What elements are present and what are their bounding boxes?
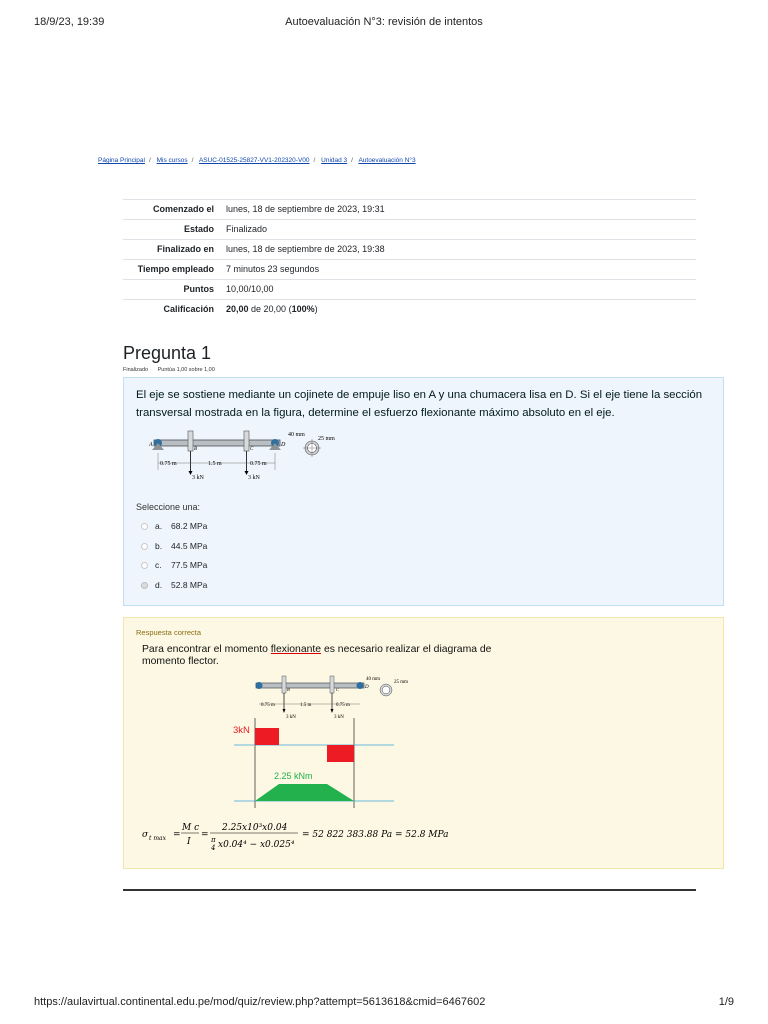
option-d-radio[interactable] xyxy=(141,582,148,589)
summary-row-state xyxy=(123,220,696,240)
formula-frac2-num: 2.25x10³x0.04 xyxy=(222,823,288,833)
summary-label: Puntos xyxy=(123,280,220,300)
shear-moment-diagram xyxy=(232,718,412,813)
moment-area xyxy=(255,784,354,801)
breadcrumb-course[interactable]: ASUC-01525-25827-VV1-202320-V00 xyxy=(198,157,310,164)
summary-label: Estado xyxy=(123,220,220,240)
option-d[interactable]: d. 52.8 MPa xyxy=(141,579,207,591)
label-a: A xyxy=(149,442,153,448)
formula-frac1-num: M c xyxy=(182,823,200,833)
fb-dim-1: 0.75 m xyxy=(261,703,275,708)
formula-four-1: 4 xyxy=(211,844,216,852)
breadcrumb-my-courses[interactable]: Mis cursos xyxy=(156,157,188,164)
option-c[interactable]: c. 77.5 MPa xyxy=(141,559,207,571)
fb-dim-3: 0.75 m xyxy=(336,703,350,708)
shear-block-negative xyxy=(327,745,354,762)
question-score: Puntúa 1,00 sobre 1,00 xyxy=(157,367,215,373)
dim-outer: 40 mm xyxy=(288,432,305,438)
summary-row-grade xyxy=(123,300,696,320)
summary-value: 7 minutos 23 segundos xyxy=(220,260,696,280)
load-2: 3 kN xyxy=(248,475,260,481)
formula-pi-1: π xyxy=(211,836,216,844)
summary-label: Comenzado el xyxy=(123,200,220,220)
summary-value: 10,00/10,00 xyxy=(220,280,696,300)
print-date: 18/9/23, 19:39 xyxy=(34,16,105,28)
summary-value: 20,00 de 20,00 (100%) xyxy=(220,300,696,320)
summary-value: Finalizado xyxy=(220,220,696,240)
formula-lhs: σ xyxy=(142,830,149,840)
formula-frac2-den: x0.04⁴ − x0.025⁴ xyxy=(218,840,295,850)
shear-label: 3kN xyxy=(233,725,250,736)
fb-dim-inner: 25 mm xyxy=(394,680,409,685)
summary-row-time xyxy=(123,260,696,280)
summary-value: lunes, 18 de septiembre de 2023, 19:38 xyxy=(220,240,696,260)
fb-label-d: D xyxy=(365,685,369,690)
summary-value: lunes, 18 de septiembre de 2023, 19:31 xyxy=(220,200,696,220)
breadcrumb-home[interactable]: Página Principal xyxy=(98,157,145,164)
fb-dim-2: 1.5 m xyxy=(300,703,312,708)
option-b[interactable]: b. 44.5 MPa xyxy=(141,540,207,552)
question-box xyxy=(123,377,724,606)
print-url: https://aulavirtual.continental.edu.pe/mod/quiz/review.php?attempt=5613618&cmid=6467602 xyxy=(34,996,486,1008)
fb-dim-outer: 40 mm xyxy=(366,677,381,682)
label-c: C xyxy=(250,447,254,452)
shaft-figure xyxy=(146,426,341,482)
formula-result: = 52 822 383.88 Pa = 52.8 MPa xyxy=(302,830,449,840)
option-a[interactable]: a. 68.2 MPa xyxy=(141,520,207,532)
question-status: Finalizado xyxy=(123,367,149,373)
label-d: D xyxy=(281,442,286,448)
breadcrumb: Página Principal / Mis cursos / ASUC-01525-25827-VV1-202320-V00 / Unidad 3 / Autoevaluación N°3 xyxy=(98,157,416,164)
fb-label-b: B xyxy=(287,687,290,692)
dim-1: 0.75 m xyxy=(160,461,177,467)
svg-text:=: = xyxy=(173,830,181,840)
option-b-radio[interactable] xyxy=(141,543,148,550)
feedback-text: Para encontrar el momento flexionante es necesario realizar el diagrama de momento flector. xyxy=(142,644,492,667)
question-title: Pregunta 1 xyxy=(123,343,212,363)
stress-formula xyxy=(140,820,520,856)
dim-3: 0.75 m xyxy=(250,461,267,467)
option-a-radio[interactable] xyxy=(141,523,148,530)
svg-text:=: = xyxy=(201,830,209,840)
summary-row-points xyxy=(123,280,696,300)
question-info xyxy=(123,367,223,373)
moment-label: 2.25 kNm xyxy=(274,771,313,781)
summary-label: Finalizado en xyxy=(123,240,220,260)
fb-load-2: 3 kN xyxy=(334,715,344,720)
feedback-title: Respuesta correcta xyxy=(136,628,202,637)
fb-label-c: C xyxy=(336,687,340,692)
summary-row-started xyxy=(123,200,696,220)
feedback-box xyxy=(123,617,724,869)
summary-label: Tiempo empleado xyxy=(123,260,220,280)
dim-inner: 25 mm xyxy=(318,436,335,442)
print-title: Autoevaluación N°3: revisión de intentos xyxy=(285,16,483,28)
summary-label: Calificación xyxy=(123,300,220,320)
formula-lhs-sub: t max xyxy=(149,835,166,842)
option-c-radio[interactable] xyxy=(141,562,148,569)
label-b: B xyxy=(194,447,198,452)
breadcrumb-quiz[interactable]: Autoevaluación N°3 xyxy=(358,157,416,164)
page-divider xyxy=(123,889,696,891)
feedback-shaft-figure xyxy=(232,674,417,720)
formula-frac1-den: I xyxy=(187,837,191,847)
fb-load-1: 3 kN xyxy=(286,715,296,720)
attempt-summary-table xyxy=(123,199,696,319)
question-text: El eje se sostiene mediante un cojinete de empuje liso en A y una chumacera lisa en D. Si el eje tiene la sección transversal mostrada en la figura, determine el esfuerzo flexionante máximo absoluto en el eje. xyxy=(136,389,703,419)
summary-row-finished xyxy=(123,240,696,260)
breadcrumb-unit[interactable]: Unidad 3 xyxy=(321,157,348,164)
print-page-count: 1/9 xyxy=(718,996,734,1008)
dim-2: 1.5 m xyxy=(208,461,222,467)
select-label: Seleccione una: xyxy=(136,502,201,512)
load-1: 3 kN xyxy=(192,475,204,481)
shear-block-positive xyxy=(255,728,279,745)
